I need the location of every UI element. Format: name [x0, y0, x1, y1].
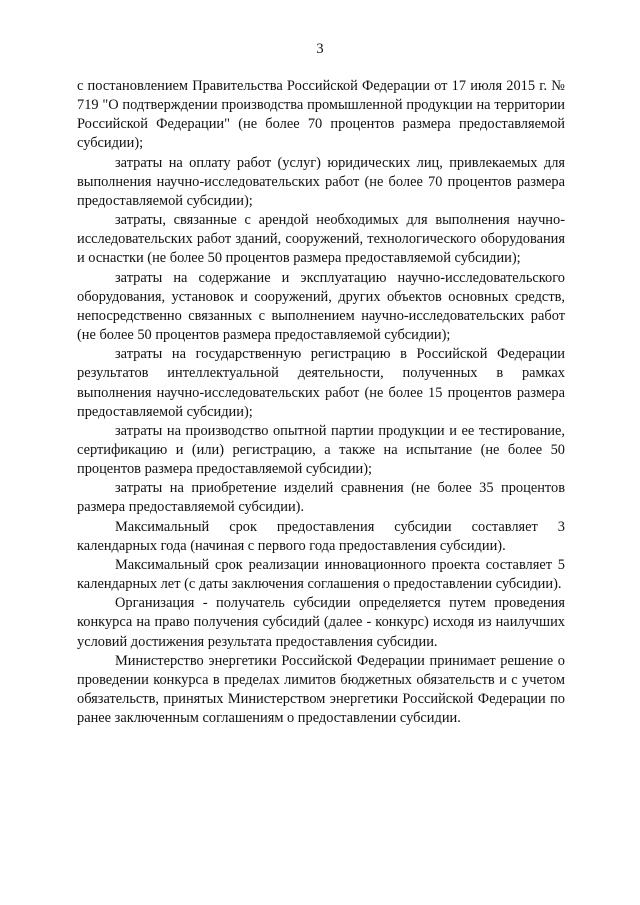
page-number: 3 [316, 41, 324, 57]
document-body [77, 77, 565, 728]
paragraph-maintenance-costs: затраты на содержание и эксплуатацию научно-исследовательского оборудования, установок и сооружений, других объектов основных средств, непосредственно связанных с выполнением научно-исследовательских работ (не более 50 процентов размера предоставляемой субсидии); [77, 269, 565, 344]
paragraph-max-project-term: Максимальный срок реализации инновационного проекта составляет 5 календарных лет (с даты заключения соглашения о предоставлении субсидии). [77, 556, 565, 593]
paragraph-legal-services-costs: затраты на оплату работ (услуг) юридических лиц, привлекаемых для выполнения научно-исследовательских работ (не более 70 процентов размера предоставляемой субсидии); [77, 154, 565, 209]
paragraph-continuation: с постановлением Правительства Российской Федерации от 17 июля 2015 г. № 719 "О подтверждении производства промышленной продукции на территории Российской Федерации" (не более 70 процентов размера предоставляемой субсидии); [77, 78, 565, 152]
paragraph-recipient-selection: Организация - получатель субсидии определяется путем проведения конкурса на право получения субсидий (далее - конкурс) исходя из наилучших условий достижения результата предоставления субсидии. [77, 595, 565, 650]
paragraph-pilot-batch-costs: затраты на производство опытной партии продукции и ее тестирование, сертификацию и (или) регистрацию, а также на испытание (не более 50 процентов размера предоставляемой субсидии); [77, 422, 565, 478]
paragraph-comparison-items-costs: затраты на приобретение изделий сравнения (не более 35 процентов размера предоставляемой субсидии). [77, 480, 565, 516]
paragraph-max-subsidy-term: Максимальный срок предоставления субсидии составляет 3 календарных года (начиная с первого года предоставления субсидии). [77, 518, 565, 554]
paragraph-rent-costs: затраты, связанные с арендой необходимых для выполнения научно-исследовательских работ зданий, сооружений, технологического оборудования и оснастки (не более 50 процентов размера предоставляемой субсидии); [77, 212, 565, 267]
paragraph-registration-costs: затраты на государственную регистрацию в Российской Федерации результатов интеллектуальной деятельности, полученных в рамках выполнения научно-исследовательских работ (не более 15 процентов размера предоставляемой субсидии); [77, 346, 565, 420]
paragraph-ministry-decision: Министерство энергетики Российской Федерации принимает решение о проведении конкурса в пределах лимитов бюджетных обязательств и с учетом обязательств, принятых Министерством энергетики Российской Федерации по ранее заключенным соглашениям о предоставлении субсидии. [77, 652, 565, 727]
